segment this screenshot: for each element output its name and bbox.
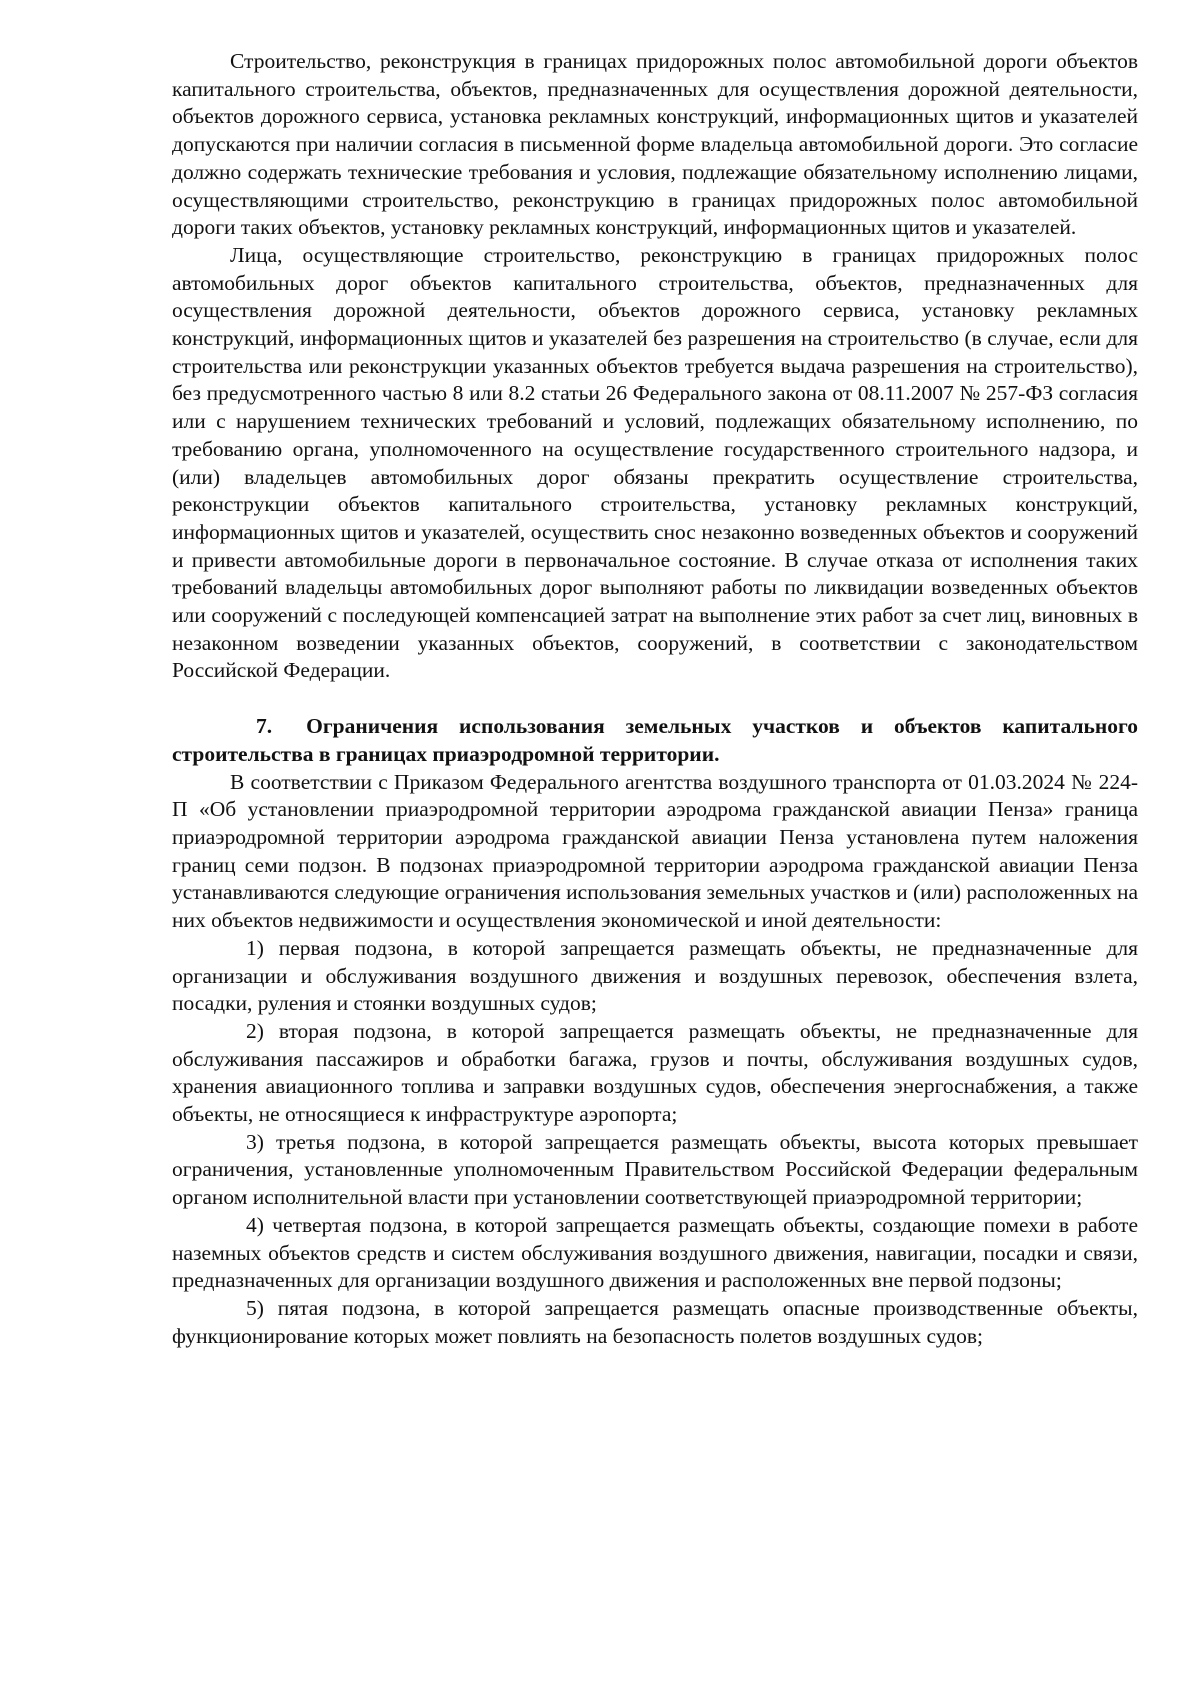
section-7-intro: В соответствии с Приказом Федерального агентства воздушного транспорта от 01.03.2024 № 224-П «Об установлении приаэродромной территории аэродрома гражданской авиации Пенза» граница приаэродромной территории аэродрома гражданской авиации Пенза установлена путем наложения границ семи подзон. В подзонах приаэродромной территории аэродрома гражданской авиации Пенза устанавливаются следующие ограничения использования земельных участков и (или) расположенных на них объектов недвижимости и осуществления экономической и иной деятельности: — [172, 769, 1138, 933]
paragraph-unauthorized-construction: Лица, осуществляющие строительство, реконструкцию в границах придорожных полос автомобильных дорог объектов капитального строительства, объектов, предназначенных для осуществления дорожной деятельности, объектов дорожного сервиса, установку рекламных конструкций, информационных щитов и указателей без разрешения на строительство (в случае, если для строительства или реконструкции указанных объектов требуется выдача разрешения на строительство), без предусмотренного частью 8 или 8.2 статьи 26 Федерального закона от 08.11.2007 № 257-ФЗ согласия или с нарушением технических требований и условий, подлежащих обязательному исполнению, по требованию органа, уполномоченного на осуществление государственного строительного надзора, и (или) владельцев автомобильных дорог обязаны прекратить осуществление строительства, реконструкции объектов капитального строительства, установку рекламных конструкций, информационных щитов и указателей, осуществить снос незаконно возведенных объектов и сооружений и привести автомобильные дороги в первоначальное состояние. В случае отказа от исполнения таких требований владельцы автомобильных дорог выполняют работы по ликвидации возведенных объектов или сооружений с последующей компенсацией затрат на выполнение этих работ за счет лиц, виновных в незаконном возведении указанных объектов, сооружений, в соответствии с законодательством Российской Федерации. — [172, 242, 1138, 683]
section-7-number: 7. — [256, 714, 273, 739]
subzone-item: 1) первая подзона, в которой запрещается размещать объекты, не предназначенные для организации и обслуживания воздушного движения и воздушных перевозок, обеспечения взлета, посадки, руления и стоянки воздушных судов; — [172, 935, 1138, 1016]
subzone-list — [172, 935, 1138, 1351]
section-7-heading — [172, 713, 1138, 768]
subzone-item: 2) вторая подзона, в которой запрещается размещать объекты, не предназначенные для обслуживания пассажиров и обработки багажа, грузов и почты, обслуживания воздушных судов, хранения авиационного топлива и заправки воздушных судов, обеспечения энергоснабжения, а также объекты, не относящиеся к инфраструктуре аэропорта; — [172, 1018, 1138, 1127]
paragraph-roadside-construction: Строительство, реконструкция в границах придорожных полос автомобильной дороги объектов капитального строительства, объектов, предназначенных для осуществления дорожной деятельности, объектов дорожного сервиса, установка рекламных конструкций, информационных щитов и указателей допускаются при наличии согласия в письменной форме владельца автомобильной дороги. Это согласие должно содержать технические требования и условия, подлежащие обязательному исполнению лицами, осуществляющими строительство, реконструкцию в границах придорожных полос автомобильной дороги таких объектов, установку рекламных конструкций, информационных щитов и указателей. — [172, 49, 1138, 240]
subzone-item: 4) четвертая подзона, в которой запрещается размещать объекты, создающие помехи в работе наземных объектов средств и систем обслуживания воздушного движения, навигации, посадки и связи, предназначенных для организации воздушного движения и расположенных вне первой подзоны; — [172, 1212, 1138, 1293]
section-7-title: Ограничения использования земельных участков и объектов капитального строительства в границах приаэродромной территории. — [172, 714, 1138, 766]
document-page — [172, 48, 1138, 1350]
subzone-item: 3) третья подзона, в которой запрещается размещать объекты, высота которых превышает ограничения, установленные уполномоченным Правительством Российской Федерации федеральным органом исполнительной власти при установлении соответствующей приаэродромной территории; — [172, 1129, 1138, 1210]
subzone-item: 5) пятая подзона, в которой запрещается размещать опасные производственные объекты, функционирование которых может повлиять на безопасность полетов воздушных судов; — [172, 1295, 1138, 1348]
